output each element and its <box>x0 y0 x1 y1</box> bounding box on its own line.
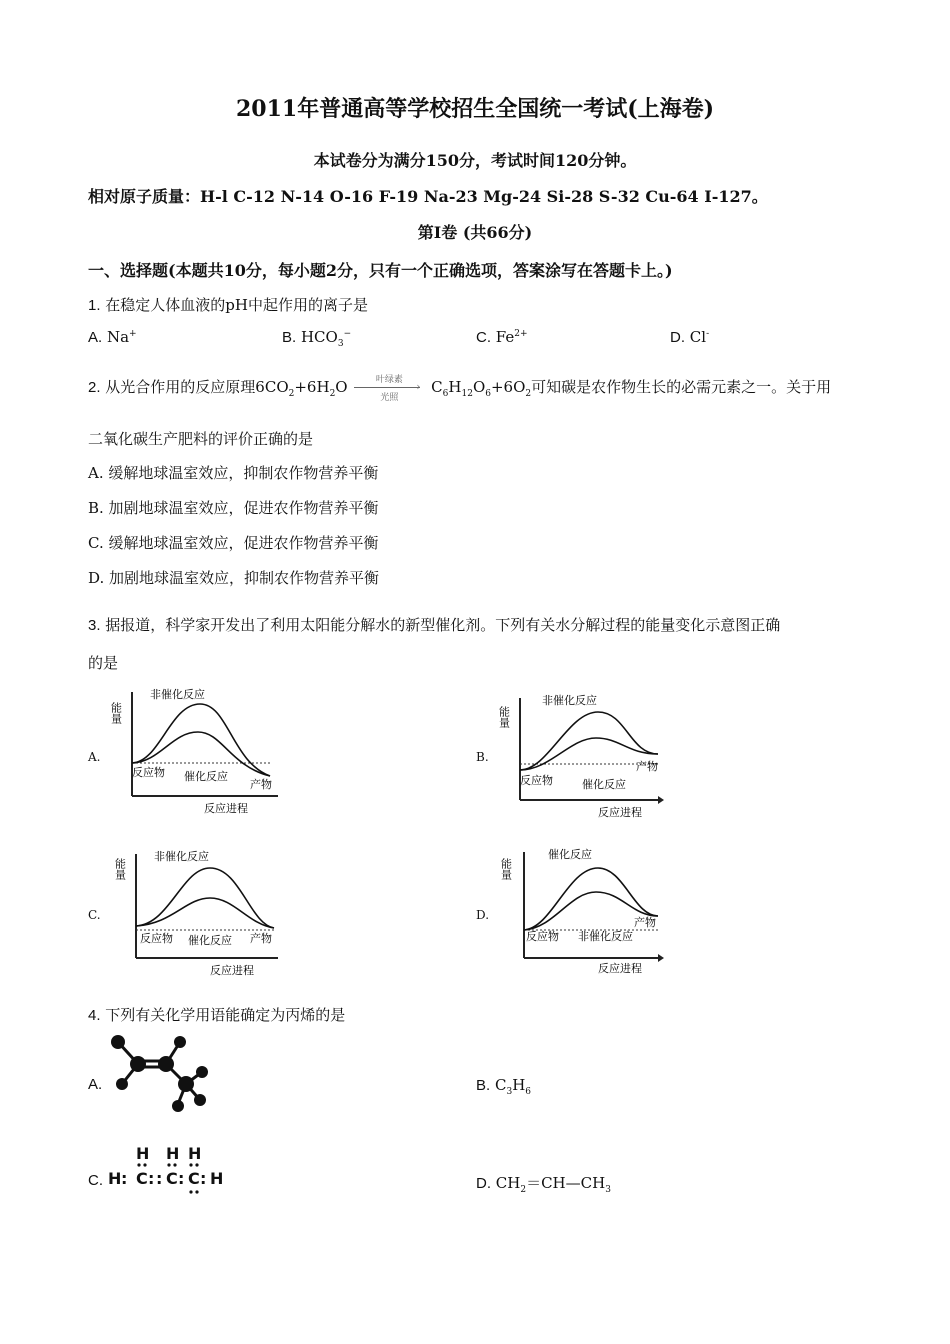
svg-text::: : <box>200 1169 207 1188</box>
energy-diagram-a <box>110 684 290 816</box>
paper-title: 2011年普通高等学校招生全国统一考试(上海卷) <box>235 96 715 122</box>
svg-text:非催化反应: 非催化反应 <box>150 688 205 701</box>
q3-option-d-label: D. <box>476 908 490 922</box>
svg-text:产物: 产物 <box>634 916 656 929</box>
svg-text:能量: 能量 <box>498 706 511 728</box>
svg-text:C: C <box>166 1169 178 1188</box>
q2-stem: 2. 从光合作用的反应原理$6CO_2+6H_2O$ 叶绿素 › 光照 $C_6H_{12}O_6+6O_2$可知碳是农作物生长的必需元素之一。关于用 <box>88 375 832 403</box>
svg-text:催化反应: 催化反应 <box>582 778 626 791</box>
q1-option-d: D. Cl- <box>670 328 710 346</box>
q3-option-a-label: A. <box>88 750 101 764</box>
svg-text:非催化反应: 非催化反应 <box>154 850 209 863</box>
exam-info: 本试卷分为满分150分，考试时间120分钟。 <box>313 151 637 170</box>
q3-option-b-label: B. <box>476 750 489 764</box>
svg-text:反应进程: 反应进程 <box>598 962 642 975</box>
svg-text:非催化反应: 非催化反应 <box>542 694 597 707</box>
q1-option-a: A. Na+ <box>88 328 137 346</box>
q4-option-c-label: C. <box>88 1172 103 1189</box>
svg-text:能量: 能量 <box>113 858 127 880</box>
svg-text::: : <box>121 1169 128 1188</box>
svg-text:催化反应: 催化反应 <box>548 848 592 861</box>
svg-text::: : <box>156 1169 163 1188</box>
svg-text:反应物: 反应物 <box>526 930 559 943</box>
atomic-mass: 相对原子质量：H-l C-12 N-14 O-16 F-19 Na-23 Mg-24 Si-28 S-32 Cu-64 I-127。 <box>88 187 768 206</box>
ball-stick-model <box>104 1030 214 1116</box>
svg-text:H: H <box>166 1144 180 1163</box>
q2-option-b: B. 加剧地球温室效应，促进农作物营养平衡 <box>88 499 379 517</box>
section-title: 一、选择题(本题共10分，每小题2分，只有一个正确选项，答案涂写在答题卡上。) <box>88 261 673 280</box>
q4-stem: 4. 下列有关化学用语能确定为丙烯的是 <box>88 1006 346 1024</box>
svg-text:产物: 产物 <box>250 932 272 945</box>
q1-option-c: C. $Fe^{2+}$ <box>476 328 528 346</box>
q3-stem-line2: 的是 <box>88 654 119 672</box>
energy-diagram-d <box>498 844 670 978</box>
svg-text:能量: 能量 <box>499 858 513 880</box>
svg-text::: : <box>178 1169 185 1188</box>
svg-text:催化反应: 催化反应 <box>184 770 228 783</box>
energy-diagram-b <box>498 688 670 820</box>
q1-option-b: B. $HCO_3^-$ <box>282 328 352 349</box>
svg-text:C: C <box>188 1169 200 1188</box>
svg-text:反应进程: 反应进程 <box>204 802 248 815</box>
svg-text:H: H <box>210 1169 224 1188</box>
svg-text::: : <box>148 1169 155 1188</box>
electron-dot-formula <box>106 1142 230 1198</box>
svg-text:产物: 产物 <box>250 778 272 791</box>
q3-option-c-label: C. <box>88 908 101 922</box>
q2-stem-line2: 二氧化碳生产肥料的评价正确的是 <box>88 430 314 448</box>
svg-text:反应物: 反应物 <box>140 932 173 945</box>
svg-text:催化反应: 催化反应 <box>188 934 232 947</box>
q1-stem: 1. 在稳定人体血液的pH中起作用的离子是 <box>88 296 368 314</box>
svg-text:H: H <box>136 1144 150 1163</box>
svg-text:反应进程: 反应进程 <box>598 806 642 819</box>
q2-option-d: D. 加剧地球温室效应，抑制农作物营养平衡 <box>88 569 380 587</box>
svg-text:H: H <box>188 1144 202 1163</box>
svg-text:非催化反应: 非催化反应 <box>578 930 633 943</box>
svg-text:反应物: 反应物 <box>132 766 165 779</box>
q3-stem: 3. 据报道，科学家开发出了利用太阳能分解水的新型催化剂。下列有关水分解过程的能量变化示意图正确 <box>88 616 781 634</box>
reaction-arrow: 叶绿素 › 光照 <box>352 379 426 397</box>
q2-option-c: C. 缓解地球温室效应，促进农作物营养平衡 <box>88 534 379 552</box>
svg-text:能量: 能量 <box>110 702 123 724</box>
svg-text:C: C <box>136 1169 148 1188</box>
svg-text:H: H <box>108 1169 122 1188</box>
svg-text:反应进程: 反应进程 <box>210 964 254 977</box>
svg-text:反应物: 反应物 <box>520 774 553 787</box>
q4-option-b: B. $C_3H_6$ <box>476 1076 532 1097</box>
svg-text:产物: 产物 <box>636 760 658 773</box>
q4-option-a-label: A. <box>88 1076 103 1093</box>
q2-option-a: A. 缓解地球温室效应，抑制农作物营养平衡 <box>88 464 379 482</box>
part-title: 第Ⅰ卷 (共66分) <box>417 223 533 242</box>
energy-diagram-c <box>110 846 290 978</box>
q4-option-d: D. $CH_2=CH—CH_3$ <box>476 1174 611 1195</box>
